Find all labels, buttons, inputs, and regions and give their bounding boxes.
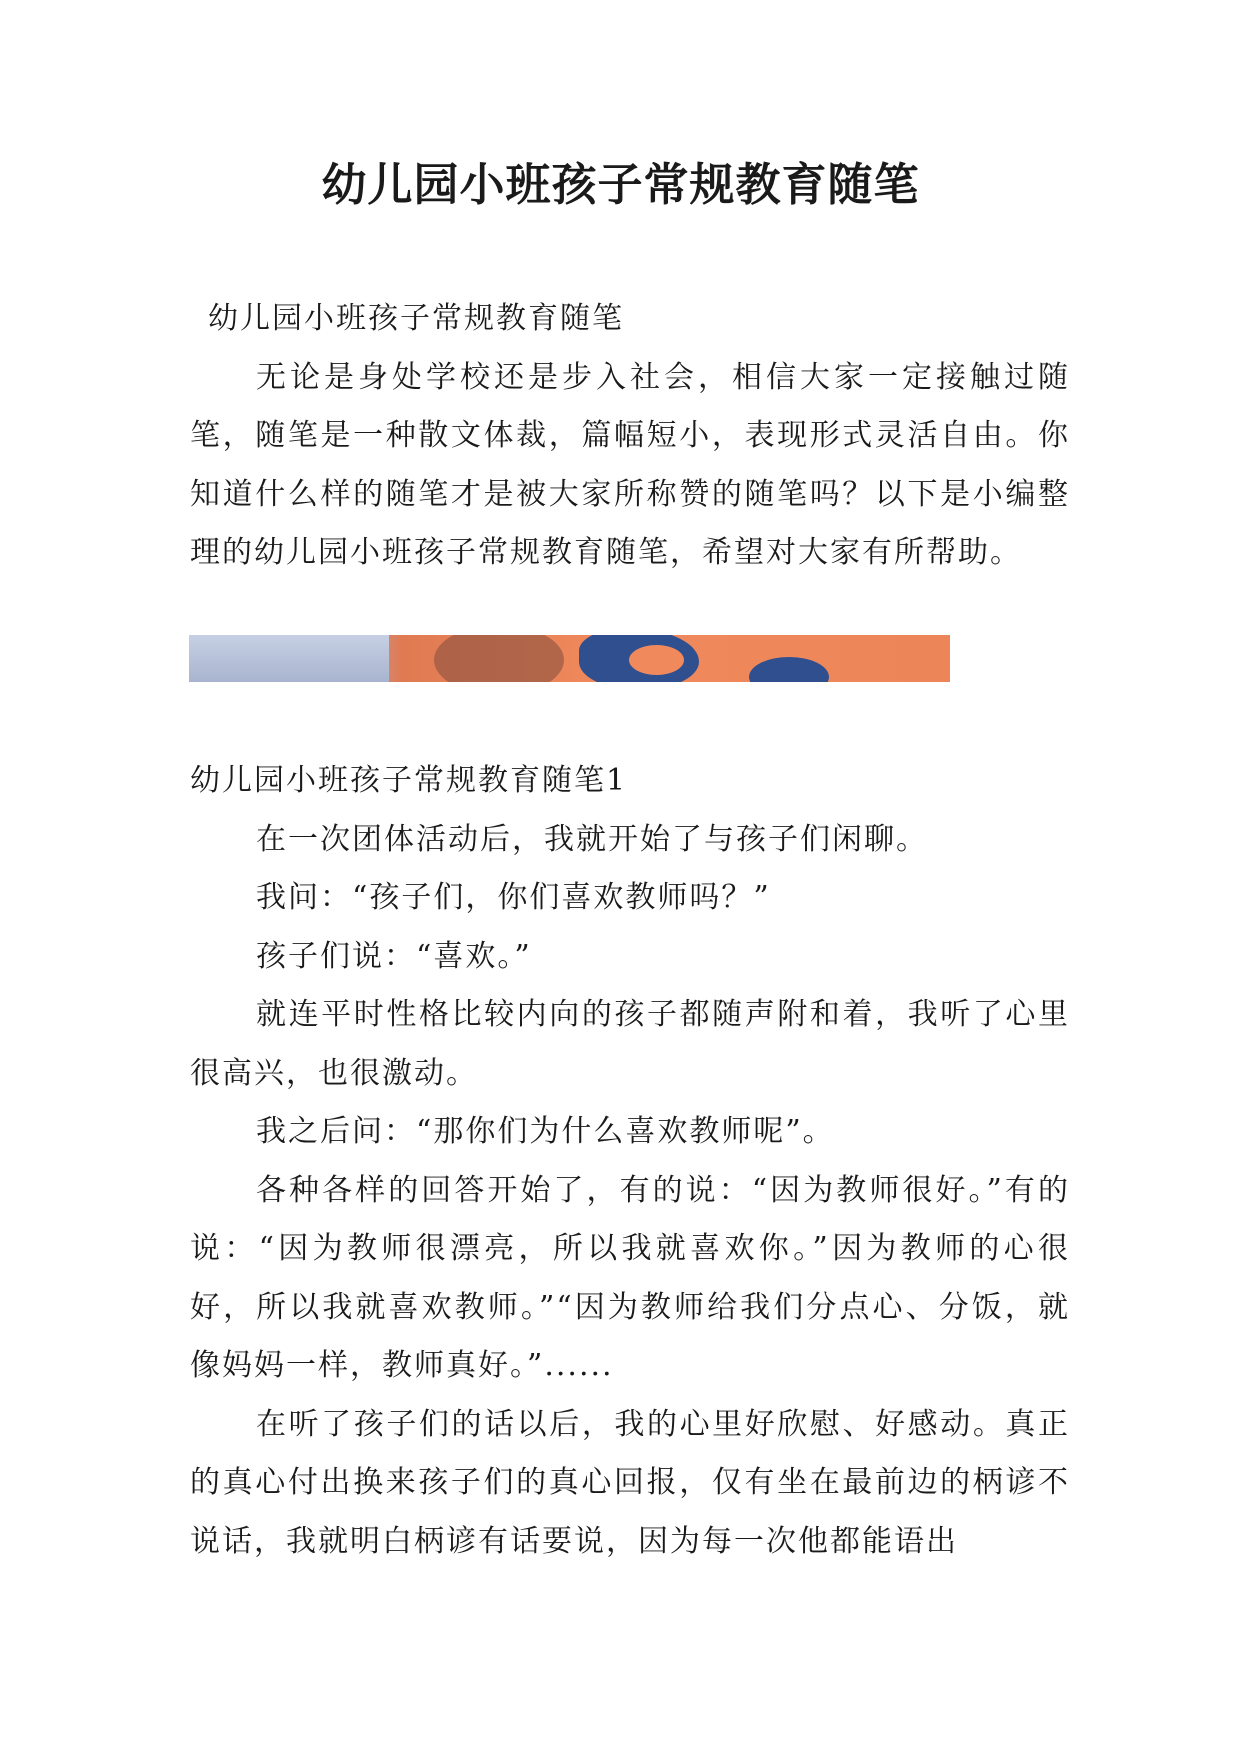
section-1-paragraph-2: 我问：“孩子们，你们喜欢教师吗？”: [256, 880, 771, 915]
section-1-paragraph-7: 在听了孩子们的话以后，我的心里好欣慰、好感动。真正的真心付出换来孩子们的真心回报，仅有坐在最前边的柄谚不说话，我就明白柄谚有话要说，因为每一次他都能语出: [190, 1406, 1070, 1559]
intro-paragraph: 无论是身处学校还是步入社会，相信大家一定接触过随笔，随笔是一种散文体裁，篇幅短小，表现形式灵活自由。你知道什么样的随笔才是被大家所称赞的随笔吗？以下是小编整理的幼儿园小班孩子常规教育随笔，希望对大家有所帮助。: [190, 359, 1070, 570]
section-1-paragraph-6: 各种各样的回答开始了，有的说：“因为教师很好。”有的说：“因为教师很漂亮，所以我就喜欢你。”因为教师的心很好，所以我就喜欢教师。”“因为教师给我们分点心、分饭，就像妈妈一样，教师真好。”......: [190, 1172, 1070, 1383]
article-image: [189, 635, 950, 682]
intro-section: [190, 290, 1070, 583]
document-title: 幼儿园小班孩子常规教育随笔: [321, 158, 920, 211]
section-1-heading: 幼儿园小班孩子常规教育随笔1: [190, 763, 628, 798]
section-1-paragraph-4: 就连平时性格比较内向的孩子都随声附和着，我听了心里很高兴，也很激动。: [190, 997, 1070, 1091]
image-region-sky: [189, 635, 389, 682]
image-region-shadow: [434, 635, 564, 682]
image-region-orange-inner: [629, 645, 684, 675]
section-1-paragraph-5: 我之后问：“那你们为什么喜欢教师呢”。: [256, 1114, 835, 1149]
section-1: [190, 752, 1070, 1571]
intro-subheading: 幼儿园小班孩子常规教育随笔: [208, 301, 624, 336]
section-1-paragraph-3: 孩子们说：“喜欢。”: [256, 938, 532, 974]
image-region-blue-small: [749, 657, 829, 682]
section-1-paragraph-1: 在一次团体活动后，我就开始了与孩子们闲聊。: [256, 821, 928, 857]
